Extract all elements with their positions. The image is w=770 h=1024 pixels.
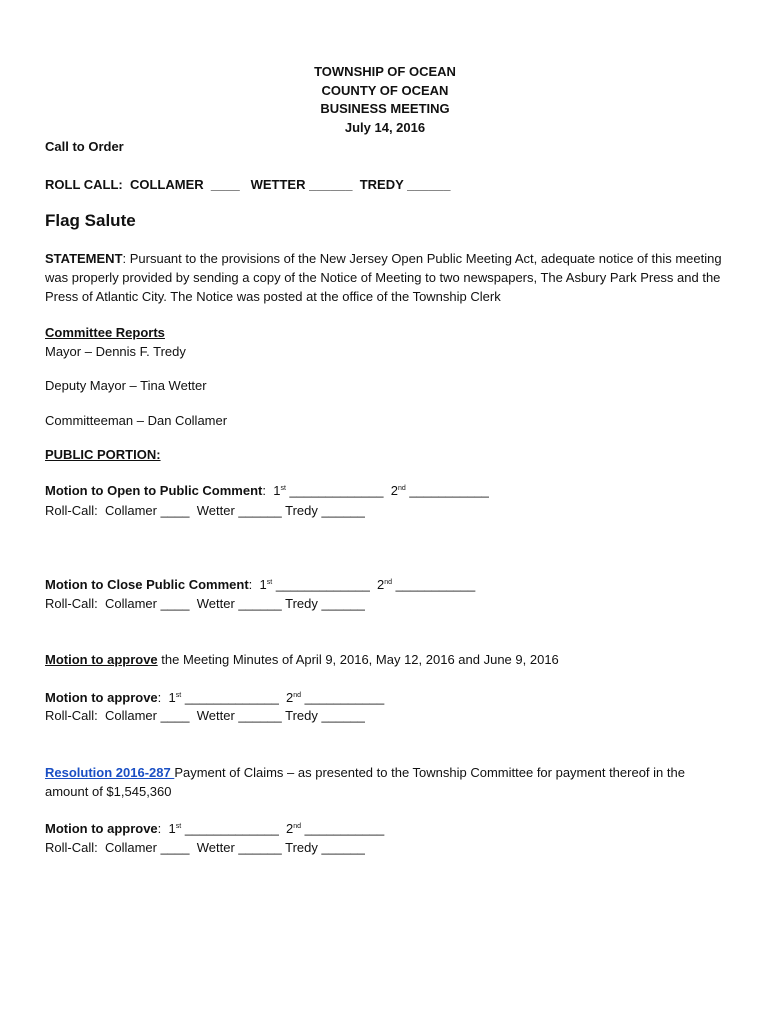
- motion-open-public-comment: [45, 483, 489, 498]
- motion-approve-2-first-blank: _____________: [181, 821, 287, 836]
- motion-close-first-prefix: : 1: [248, 577, 267, 592]
- report-deputy-mayor: Deputy Mayor – Tina Wetter: [45, 378, 207, 393]
- motion-approve-minutes: [45, 690, 384, 705]
- header-township: TOWNSHIP OF OCEAN: [314, 64, 456, 79]
- motion-open-second-sup: nd: [397, 485, 406, 492]
- report-committeeman: Committeeman – Dan Collamer: [45, 413, 228, 428]
- statement-label: STATEMENT: [45, 251, 123, 266]
- resolution-text: Payment of Claims – as presented to the Township Committee for payment thereof in the amount of $1,545,360: [45, 765, 685, 799]
- motion-open-first-sup: st: [280, 485, 286, 492]
- public-portion-heading: PUBLIC PORTION:: [45, 447, 161, 462]
- motion-approve-1-first-sup: st: [175, 692, 182, 699]
- motion-approve-1-second-sup: nd: [293, 692, 302, 699]
- resolution-link[interactable]: Resolution 2016-287: [45, 765, 175, 780]
- motion-approve-1-second-blank: ___________: [301, 690, 385, 705]
- motion-approve-1-first-prefix: : 1: [157, 690, 176, 705]
- motion-close-public-comment: [45, 577, 475, 592]
- committee-reports-heading: Committee Reports: [45, 325, 165, 340]
- roll-call-top: ROLL CALL: COLLAMER ____ WETTER ______ TREDY ______: [45, 177, 451, 192]
- statement-paragraph: [45, 249, 725, 306]
- motion-close-roll-call: Roll-Call: Collamer ____ Wetter ______ Tredy ______: [45, 596, 365, 611]
- report-mayor: Mayor – Dennis F. Tredy: [45, 344, 186, 359]
- minutes-label: Motion to approve: [45, 652, 158, 667]
- header-meeting-type: BUSINESS MEETING: [320, 101, 450, 116]
- motion-approve-2-second-sup: nd: [293, 823, 302, 830]
- motion-close-first-sup: st: [266, 579, 273, 586]
- motion-approve-1-second-prefix: 2: [286, 690, 294, 705]
- motion-open-second-prefix: 2: [390, 483, 398, 498]
- motion-close-second-sup: nd: [384, 579, 393, 586]
- motion-open-second-blank: ___________: [405, 483, 489, 498]
- motion-open-label: Motion to Open to Public Comment: [45, 483, 263, 498]
- motion-close-second-prefix: 2: [377, 577, 385, 592]
- motion-approve-2-label: Motion to approve: [45, 821, 158, 836]
- header-date: July 14, 2016: [344, 120, 426, 135]
- motion-close-second-blank: ___________: [392, 577, 476, 592]
- motion-close-label: Motion to Close Public Comment: [45, 577, 249, 592]
- motion-approve-2-first-prefix: : 1: [157, 821, 176, 836]
- motion-approve-resolution: [45, 821, 384, 836]
- header-county: COUNTY OF OCEAN: [321, 83, 449, 98]
- motion-approve-2-second-prefix: 2: [286, 821, 294, 836]
- motion-approve-2-roll-call: Roll-Call: Collamer ____ Wetter ______ Tredy ______: [45, 840, 365, 855]
- minutes-approval: [45, 652, 559, 667]
- motion-open-roll-call: Roll-Call: Collamer ____ Wetter ______ Tredy ______: [45, 503, 365, 518]
- resolution-paragraph: [45, 763, 725, 801]
- motion-approve-1-roll-call: Roll-Call: Collamer ____ Wetter ______ Tredy ______: [45, 708, 365, 723]
- motion-approve-1-label: Motion to approve: [45, 690, 158, 705]
- flag-salute-heading: Flag Salute: [45, 211, 136, 230]
- motion-open-first-blank: _____________: [285, 483, 391, 498]
- motion-approve-2-first-sup: st: [175, 823, 182, 830]
- statement-text: : Pursuant to the provisions of the New Jersey Open Public Meeting Act, adequate notice of this meeting was properly provided by sending a copy of the Notice of Meeting to two newspapers, The Asbury Park Press and the Press of Atlantic City. The Notice was posted at the office of the Township Clerk: [45, 251, 722, 304]
- motion-close-first-blank: _____________: [272, 577, 378, 592]
- motion-open-first-prefix: : 1: [262, 483, 281, 498]
- motion-approve-2-second-blank: ___________: [301, 821, 385, 836]
- motion-approve-1-first-blank: _____________: [181, 690, 287, 705]
- minutes-text: the Meeting Minutes of April 9, 2016, May 12, 2016 and June 9, 2016: [157, 652, 559, 667]
- call-to-order: Call to Order: [45, 139, 124, 154]
